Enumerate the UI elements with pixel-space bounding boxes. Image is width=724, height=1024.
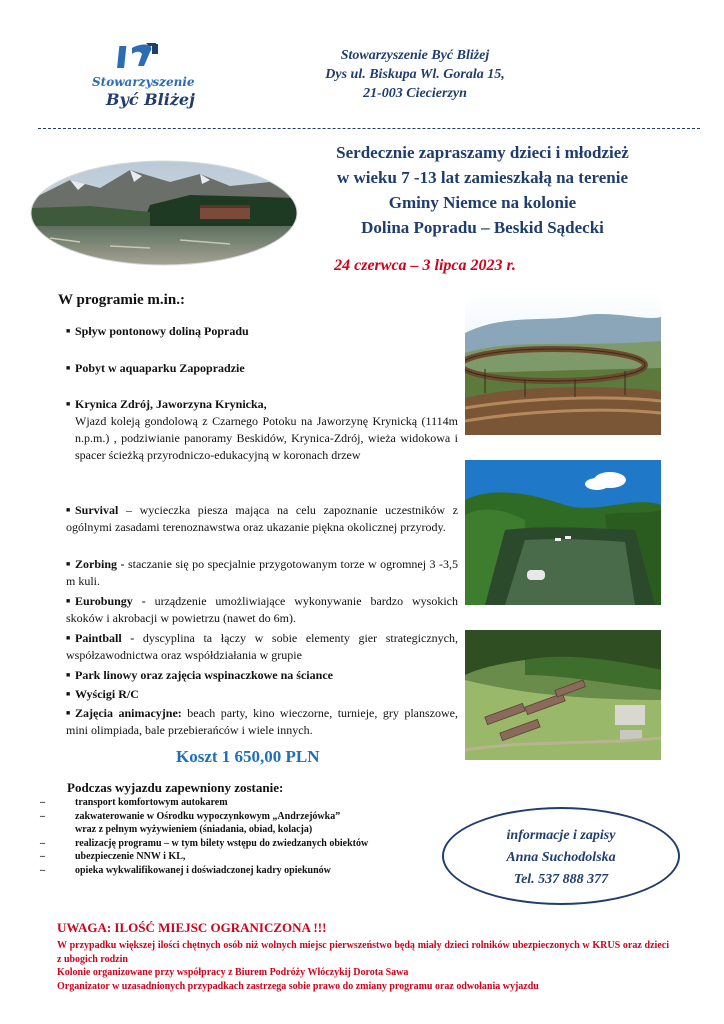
warning-title: UWAGA: ILOŚĆ MIEJSC OGRANICZONA !!! — [57, 920, 327, 935]
invitation-line-1: Serdecznie zapraszamy dzieci i młodzież — [336, 143, 629, 162]
list-item: – zakwaterowanie w Ośrodku wypoczynkowym „Andrzejówka” wraz z pełnym wyżywieniem (śniadania, obiad, kolacja) — [40, 810, 341, 835]
organization-address — [280, 46, 550, 103]
program-item: ■ Paintball - dyscyplina ta łączy w sobie elementy gier strategicznych, współzawodnictwa oraz współdziałania w grupie — [66, 631, 458, 662]
provided-list — [40, 796, 440, 877]
program-item: ■ Krynica Zdrój, Jaworzyna Krynicka, Wjazd koleją gondolową z Czarnego Potoku na Jaworzynę Krynicką (1114m n.p.m.) , podziwianie panoramy Beskidów, Krynica-Zdrój, wieża widokowa i spacer ścieżką przyrodniczo-edukacyjną w koronach drzew — [66, 397, 458, 462]
invitation — [305, 140, 660, 240]
contact-info-oval — [442, 807, 680, 905]
org-name: Stowarzyszenie Być Bliżej — [340, 48, 490, 63]
provided-title: Podczas wyjazdu zapewniony zostanie: — [67, 780, 284, 795]
invitation-line-2: w wieku 7 -13 lat zamieszkałą na terenie — [336, 168, 628, 187]
program-item: ■ Zorbing - staczanie się po specjalnie przygotowanym torze w ogromnej 3 -3,5 m kuli. — [66, 557, 458, 588]
warning-text — [57, 939, 669, 993]
warning-line-2: Kolonie organizowane przy współpracy z Biurem Podróży Włóczykij Dorota Sawa — [57, 967, 409, 978]
svg-text:Stowarzyszenie: Stowarzyszenie — [92, 75, 195, 89]
header-divider — [38, 128, 700, 129]
org-city: 21-003 Ciecierzyn — [363, 86, 467, 101]
treetop-walkway-photo — [465, 293, 661, 435]
list-item: – transport komfortowym autokarem — [40, 797, 228, 808]
list-item: – opieka wykwalifikowanej i doświadczonej kadry opiekunów — [40, 864, 331, 876]
trip-dates: 24 czerwca – 3 lipca 2023 r. — [334, 257, 516, 274]
svg-text:Być Bliżej: Być Bliżej — [106, 90, 195, 109]
contact-phone[interactable]: Tel. 537 888 377 — [513, 872, 609, 887]
trip-cost: Koszt 1 650,00 PLN — [176, 747, 320, 766]
program-item: ■ Park linowy oraz zajęcia wspinaczkowe na ściance — [66, 668, 333, 682]
program-item: ■ Spływ pontonowy doliną Popradu — [66, 324, 249, 338]
program-item: ■ Zajęcia animacyjne: beach party, kino wieczorne, turnieje, gry planszowe, mini olimpiada, bale przebierańców i wiele innych. — [66, 706, 458, 737]
program-item: ■ Wyścigi R/C — [66, 687, 139, 701]
organization-logo — [84, 40, 214, 112]
program-title: W programie m.in.: — [58, 292, 185, 308]
lake-mountains-image — [30, 160, 298, 266]
invitation-line-3: Gminy Niemce na kolonie — [388, 193, 577, 212]
invitation-line-4: Dolina Popradu – Beskid Sądecki — [361, 218, 604, 237]
list-item: – ubezpieczenie NNW i KL, — [40, 851, 186, 862]
org-street: Dys ul. Biskupa Wl. Gorala 15, — [325, 67, 505, 82]
warning-line-3: Organizator w uzasadnionych przypadkach zastrzega sobie prawo do zmiany programu oraz odwołania wyjazdu — [57, 980, 539, 992]
program-item: ■ Pobyt w aquaparku Zapopradzie — [66, 361, 245, 375]
warning-line-1: W przypadku większej ilości chętnych osób niż wolnych miejsc pierwszeństwo będą miały dzieci rolników ubezpieczonych w KRUS oraz dzieci z ubogich rodzin — [57, 940, 669, 965]
resort-aerial-photo — [465, 630, 661, 760]
list-item: – realizację programu – w tym bilety wstępu do zwiedzanych obiektów — [40, 837, 369, 849]
river-rafting-photo — [465, 460, 661, 605]
program-item: ■ Eurobungy - urządzenie umożliwiające wykonywanie bardzo wysokich skoków i akrobacji w powietrzu (nawet do 6m). — [66, 594, 458, 625]
logo-figure-icon — [117, 43, 158, 68]
contact-label: informacje i zapisy — [506, 828, 616, 843]
contact-name: Anna Suchodolska — [506, 850, 616, 865]
program-item: ■ Survival – wycieczka piesza mająca na celu zapoznanie uczestników z ogólnymi zasadami terenoznawstwa oraz ukazanie piękna okolicznej przyrody. — [66, 503, 458, 534]
